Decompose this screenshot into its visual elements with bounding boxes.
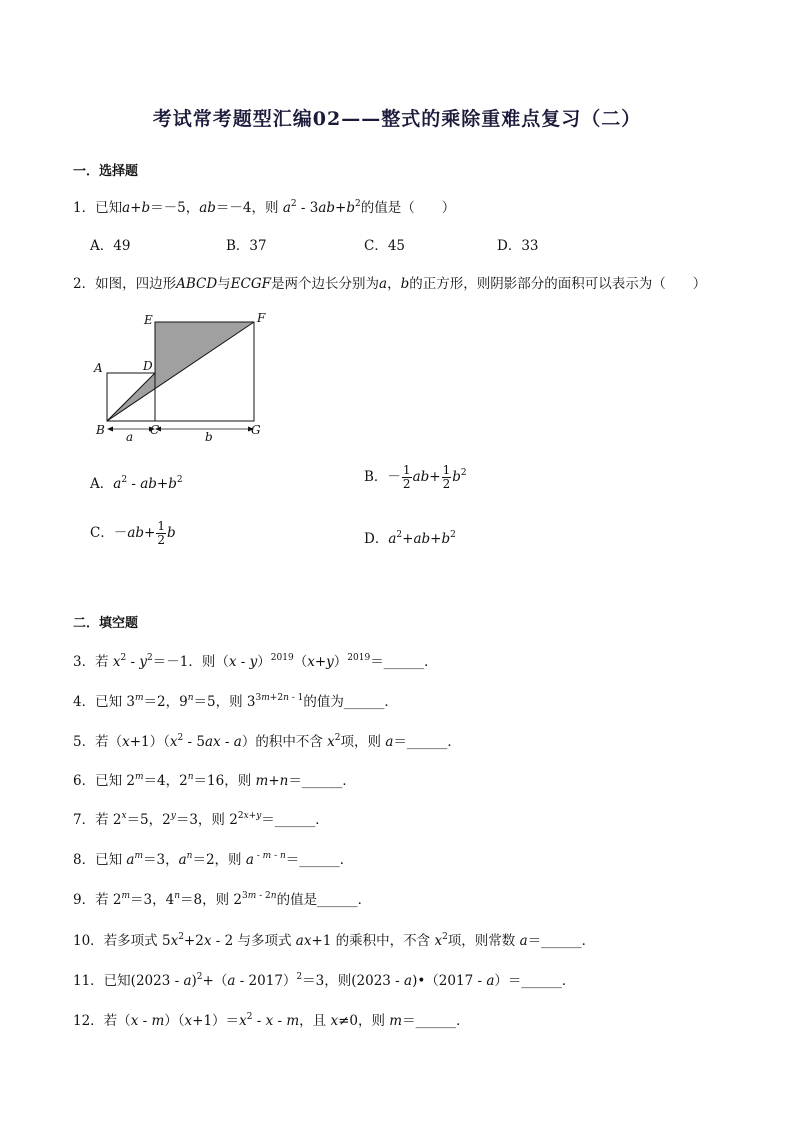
question-6: 6．已知 $2^m=4$，$2^n=16$，则 m+n＝______． (73, 772, 356, 789)
label-e: E (144, 313, 153, 327)
line-bd (107, 373, 155, 421)
question-5: 5．若$(x+1)(x^2 - 5ax - a)$的积中不含 $x^2$项，则 a＝______． (73, 733, 461, 750)
page-title: 考试常考题型汇编02——整式的乘除重难点复习（二） (152, 108, 642, 130)
arrow-left-a (107, 427, 113, 432)
q2-option-c[interactable]: C．－ab+ $\frac{1}{2}$ b (90, 519, 176, 547)
question-10: 10．若多项式 $5x^2+2x - 2$ 与多项式 ax+1 的乘积中，不含 $x^2$项，则常数 a＝______． (73, 932, 596, 949)
q1-option-b[interactable]: B．37 (226, 238, 267, 254)
question-9: 9．若 $2^m=3$，$4^n=8$，则 $2^{3m - 2n}$的值是______． (73, 891, 372, 908)
question-2: 2．如图，四边形ABCD与ECGF是两个边长分别为a，b的正方形，则阴影部分的面积可以表示为（ ） (73, 276, 707, 292)
q2-option-b[interactable]: B．－ $\frac{1}{2}$ ab+ $\frac{1}{2}$ $b^2$ (364, 463, 467, 491)
question-12: 12．若$(x - m)(x+1)=x^2 - x - m$，且 x≠0，则 m＝______． (73, 1012, 470, 1029)
q1-option-a[interactable]: A．49 (90, 238, 131, 254)
question-7: 7．若 $2^x=5$，$2^y=3$，则 $2^{2x+y}=\_\_\_\_\_\_$． (73, 811, 329, 828)
label-a: A (94, 361, 103, 375)
q2-option-a[interactable]: A．$a^2 - ab+b^2$ (90, 475, 183, 492)
label-b: B (96, 423, 105, 437)
label-length-a: a (126, 430, 134, 444)
label-g: G (251, 423, 261, 437)
section-fill-heading: 二．填空题 (73, 616, 139, 631)
label-c: C (150, 423, 160, 437)
label-f: F (257, 311, 266, 325)
q1-option-c[interactable]: C．45 (364, 238, 406, 254)
q2-option-d[interactable]: D．$a^2+ab+b^2$ (364, 530, 456, 547)
question-4: 4．已知 $3^m=2$，$9^n=5$，则 $3^{3m+2n - 1}$的值为______． (73, 693, 398, 710)
question-8: 8．已知 $a^m=3$，$a^n=2$，则 a $^{- m - n}$＝______． (73, 851, 354, 868)
question-1: 1．已知a+b＝－5，ab＝－4，则 $a^2 - 3ab+b^2$的值是（ ） (73, 199, 456, 216)
squares-figure (88, 308, 278, 448)
section-choice-heading: 一．选择题 (73, 164, 139, 179)
question-11: 11．已知(2023 - a)$^2$+（a - 2017）$^2$＝3，则(2023 - a)•（2017 - a）＝______． (73, 972, 576, 989)
q1-option-d[interactable]: D．33 (497, 238, 539, 254)
label-length-b: b (205, 430, 213, 444)
label-d: D (143, 359, 153, 373)
question-3: 3．若 $x^2 - y^2=-1$．则$(x - y)^{2019}(x+y)^{2019}=\_\_\_\_\_\_$． (73, 653, 438, 670)
